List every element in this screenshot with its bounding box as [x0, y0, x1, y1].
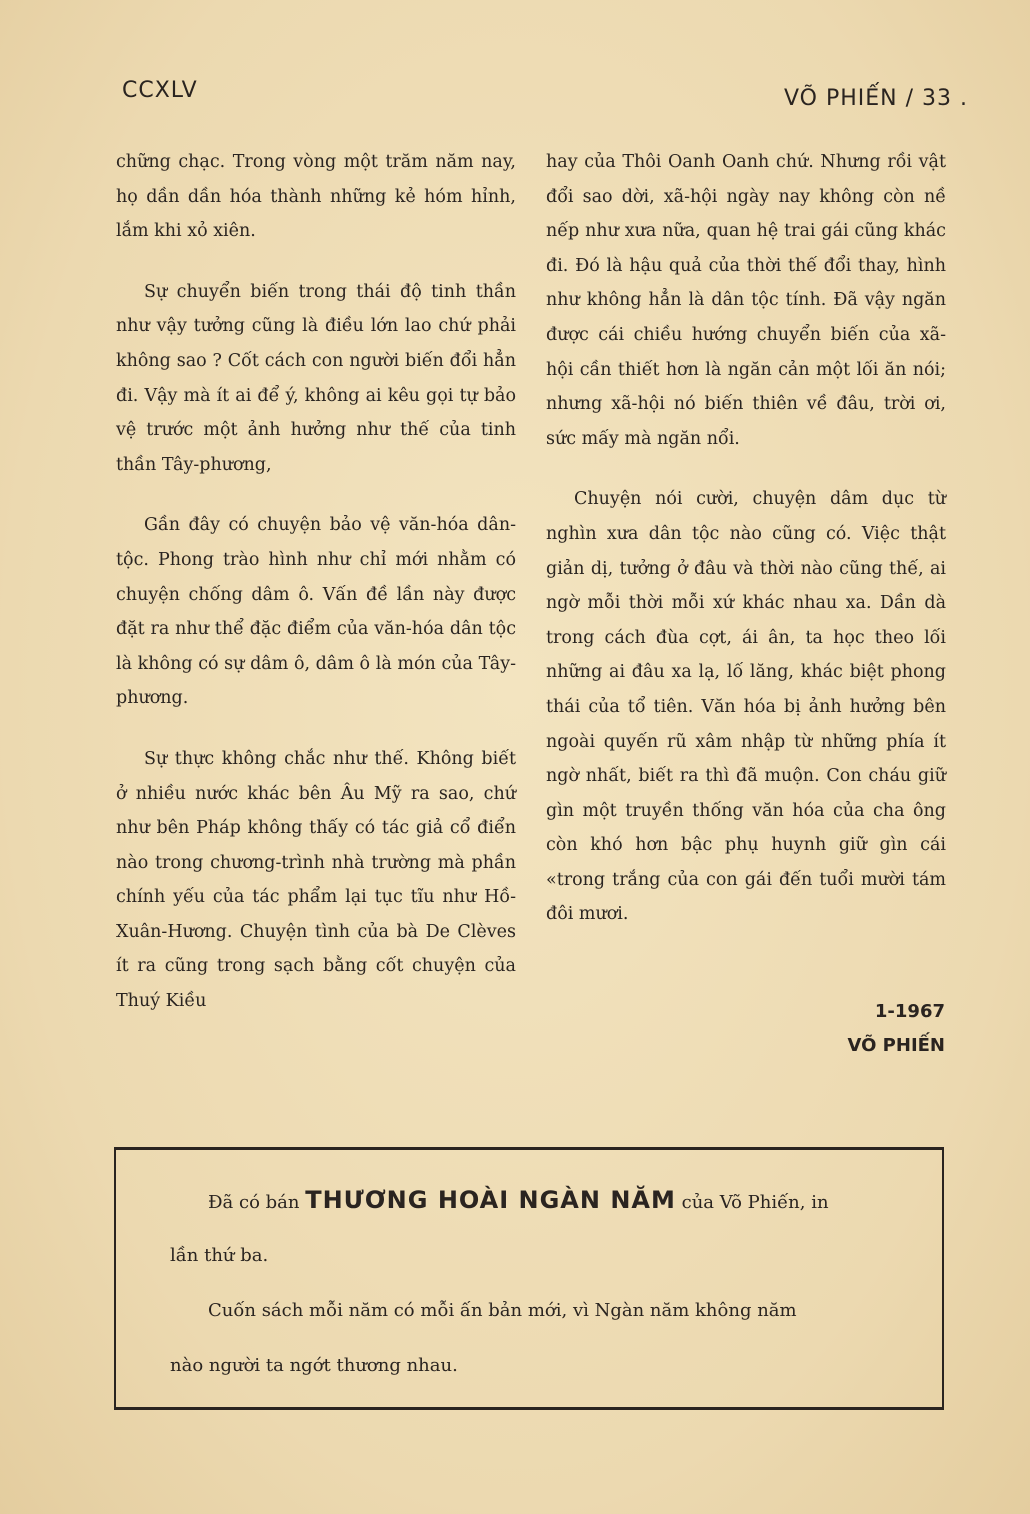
paragraph: chững chạc. Trong vòng một trăm năm nay, họ dần dần hóa thành những kẻ hóm hỉnh, lắm khi xỏ xiên.	[116, 152, 516, 242]
paragraph: Chuyện nói cười, chuyện dâm dục từ nghìn xưa dân tộc nào cũng có. Việc thật giản dị, tưởng ở đâu và thời nào cũng thế, ai ngờ mỗi thời mỗi xứ khác nhau xa. Dần dà trong cách đùa cợt, ái ân, ta học theo lối những ai đâu xa lạ, lố lăng, khác biệt phong thái của tổ tiên. Văn hóa bị ảnh hưởng bên ngoài quyến rũ xâm nhập từ những phía ít ngờ nhất, biết ra thì đã muộn. Con cháu giữ gìn một truyền thống văn hóa của cha ông còn khó hơn bậc phụ huynh giữ gìn cái «trong trắng của con gái đến tuổi mười tám đôi mươi.	[546, 489, 946, 925]
paragraph: Gần đây có chuyện bảo vệ văn-hóa dân-tộc. Phong trào hình như chỉ mới nhằm có chuyện chống dâm ô. Vấn đề lần này được đặt ra như thể đặc điểm của văn-hóa dân tộc là không có sự dâm ô, dâm ô là món của Tây-phương.	[116, 515, 516, 709]
header-author-page: VÕ PHIẾN / 33 .	[783, 86, 968, 111]
notice-line-2: lần thứ ba.	[170, 1245, 269, 1266]
book-advertisement-box	[114, 1147, 944, 1410]
notice-line-4: nào người ta ngớt thương nhau.	[170, 1355, 458, 1376]
left-column	[116, 145, 516, 1019]
notice-suffix: của Võ Phiến, in	[681, 1192, 829, 1213]
signature-date: 1-1967	[874, 1001, 945, 1022]
paragraph: Sự chuyển biến trong thái độ tinh thần như vậy tưởng cũng là điều lớn lao chứ phải không sao ? Cốt cách con người biến đổi hẳn đi. Vậy mà ít ai để ý, không ai kêu gọi tự bảo vệ trước một ảnh hưởng như thế của tinh thần Tây-phương,	[116, 281, 516, 475]
header-section-number: CCXLV	[122, 78, 198, 103]
notice-prefix: Đã có bán	[208, 1192, 300, 1213]
signature-block	[820, 995, 945, 1063]
book-title: THƯƠNG HOÀI NGÀN NĂM	[305, 1186, 676, 1214]
paragraph: hay của Thôi Oanh Oanh chứ. Nhưng rồi vật đổi sao dời, xã-hội ngày nay không còn nề nếp như xưa nữa, quan hệ trai gái cũng khác đi. Đó là hậu quả của thời thế đổi thay, hình như không hẳn là dân tộc tính. Đã vậy ngăn được cái chiều hướng chuyển biến của xã-hội cần thiết hơn là ngăn cản một lối ăn nói; nhưng xã-hội nó biến thiên về đâu, trời ơi, sức mấy mà ngăn nổi.	[546, 152, 946, 449]
notice-line-1	[208, 1186, 829, 1214]
right-column	[546, 145, 946, 932]
notice-line-3: Cuốn sách mỗi năm có mỗi ấn bản mới, vì Ngàn năm không năm	[208, 1300, 797, 1321]
signature-author: VÕ PHIẾN	[847, 1035, 945, 1056]
paragraph: Sự thực không chắc như thế. Không biết ở nhiều nước khác bên Âu Mỹ ra sao, chứ như bên Pháp không thấy có tác giả cổ điển nào trong chương-trình nhà trường mà phần chính yếu của tác phẩm lại tục tĩu như Hồ-Xuân-Hương. Chuyện tình của bà De Clèves ít ra cũng trong sạch bằng cốt chuyện của Thuý Kiều	[116, 748, 516, 1012]
